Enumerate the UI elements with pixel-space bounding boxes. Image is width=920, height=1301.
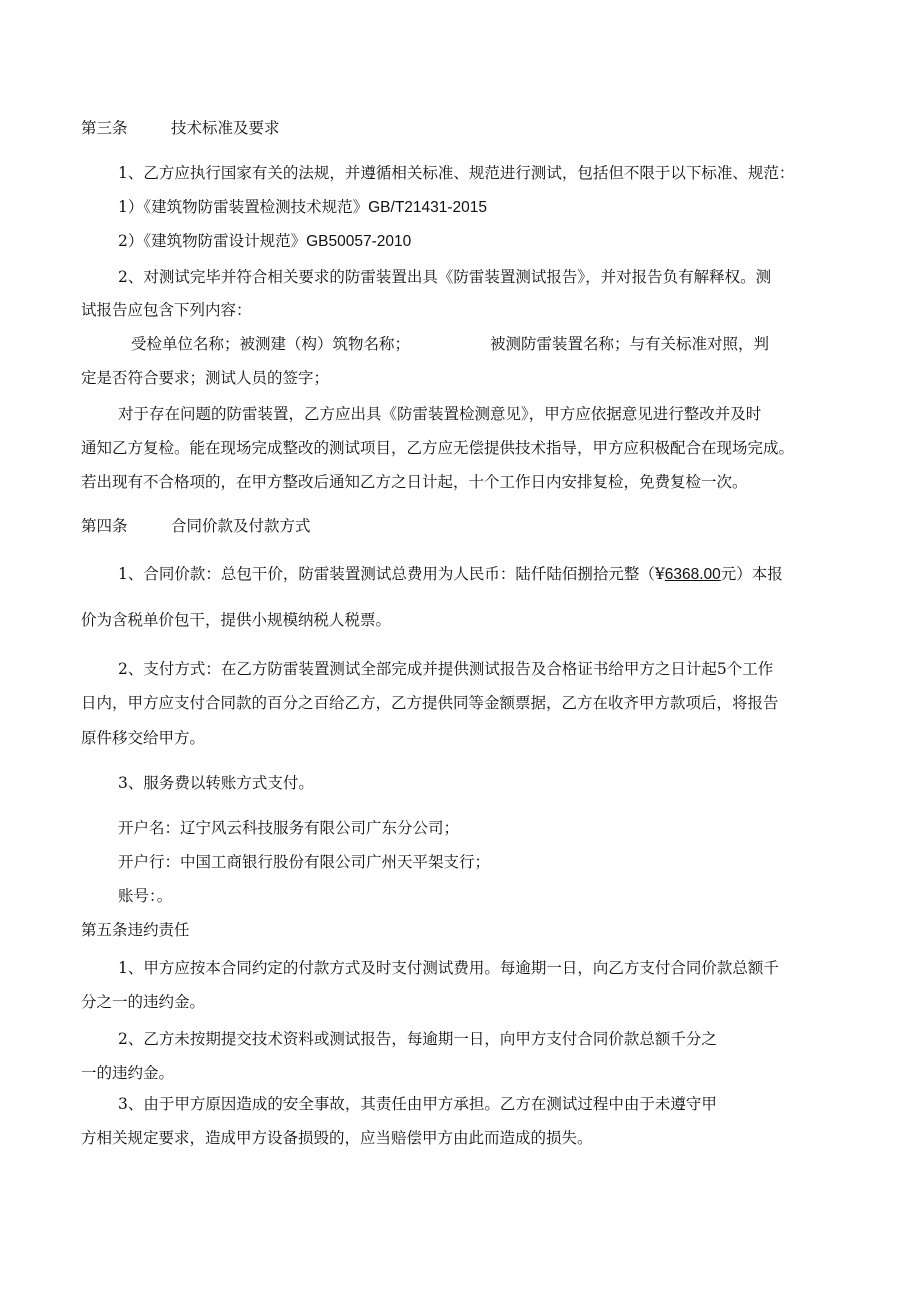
account-name: 开户名：辽宁风云科技服务有限公司广东分公司； [118, 819, 460, 837]
contract-price-suffix: 元）本报 [720, 565, 783, 583]
article5-heading: 第五条违约责任 [81, 921, 190, 939]
currency-symbol: ¥ [654, 565, 665, 583]
article3-title: 技术标准及要求 [171, 119, 280, 137]
article3-report-contents-line2: 定是否符合要求；测试人员的签字； [81, 369, 330, 387]
article3-report-contents-part1: 受检单位名称；被测建（构）筑物名称； [131, 335, 411, 353]
standard-item-1 [118, 197, 487, 218]
standard-1-code: GB/T21431-2015 [368, 199, 488, 216]
contract-price-line2: 价为含税单价包干，提供小规模纳税人税票。 [81, 611, 392, 629]
payment-method-line1: 2、支付方式：在乙方防雷装置测试全部完成并提供测试报告及合格证书给甲方之日计起5个工作 [118, 660, 774, 678]
contract-price-line1 [118, 564, 783, 585]
article3-paragraph2-line2: 试报告应包含下列内容： [81, 301, 252, 319]
article5-clause3-line2: 方相关规定要求，造成甲方设备损毁的，应当赔偿甲方由此而造成的损失。 [81, 1129, 593, 1147]
article4-title: 合同价款及付款方式 [171, 517, 311, 535]
payment-method-line2: 日内，甲方应支付合同款的百分之百给乙方，乙方提供同等金额票据，乙方在收齐甲方款项后，将报告 [81, 694, 779, 712]
article4-number: 第四条 [81, 517, 128, 535]
transfer-payment-clause: 3、服务费以转账方式支付。 [118, 774, 314, 792]
standard-item-2 [118, 231, 411, 252]
article3-paragraph4-line1: 对于存在问题的防雷装置，乙方应出具《防雷装置检测意见》，甲方应依据意见进行整改并及时 [118, 405, 762, 423]
article3-paragraph1: 1、乙方应执行国家有关的法规，并遵循相关标准、规范进行测试，包括但不限于以下标准、规范： [118, 164, 795, 182]
article5-clause1-line2: 分之一的违约金。 [81, 993, 206, 1011]
contract-price-amount: 6368.00 [664, 566, 721, 583]
article3-paragraph2-line1: 2、对测试完毕并符合相关要求的防雷装置出具《防雷装置测试报告》，并对报告负有解释权。测 [118, 268, 772, 286]
article3-paragraph4-line3: 若出现有不合格项的，在甲方整改后通知乙方之日计起，十个工作日内安排复检，免费复检一次。 [81, 473, 748, 491]
article3-report-contents-part2: 被测防雷装置名称；与有关标准对照，判 [490, 335, 770, 353]
bank-name: 开户行：中国工商银行股份有限公司广州天平架支行； [118, 853, 491, 871]
contract-price-prefix: 1、合同价款：总包干价，防雷装置测试总费用为人民币：陆仟陆佰捌拾元整（ [118, 565, 655, 583]
article5-clause3-line1: 3、由于甲方原因造成的安全事故，其责任由甲方承担。乙方在测试过程中由于未遵守甲 [118, 1095, 717, 1113]
article3-number: 第三条 [81, 119, 128, 137]
article5-clause1-line1: 1、甲方应按本合同约定的付款方式及时支付测试费用。每逾期一日，向乙方支付合同价款总额千 [118, 959, 779, 977]
account-number: 账号：。 [118, 887, 173, 905]
standard-1-name: 1）《建筑物防雷装置检测技术规范》 [118, 198, 369, 216]
payment-method-line3: 原件移交给甲方。 [81, 729, 206, 747]
article5-clause2-line1: 2、乙方未按期提交技术资料或测试报告，每逾期一日，向甲方支付合同价款总额千分之 [118, 1030, 717, 1048]
article3-paragraph4-line2: 通知乙方复检。能在现场完成整改的测试项目，乙方应无偿提供技术指导，甲方应积极配合在现场完成。 [81, 439, 795, 457]
standard-2-name: 2）《建筑物防雷设计规范》 [118, 232, 307, 250]
standard-2-code: GB50057-2010 [306, 233, 412, 250]
article5-clause2-line2: 一的违约金。 [81, 1064, 175, 1082]
